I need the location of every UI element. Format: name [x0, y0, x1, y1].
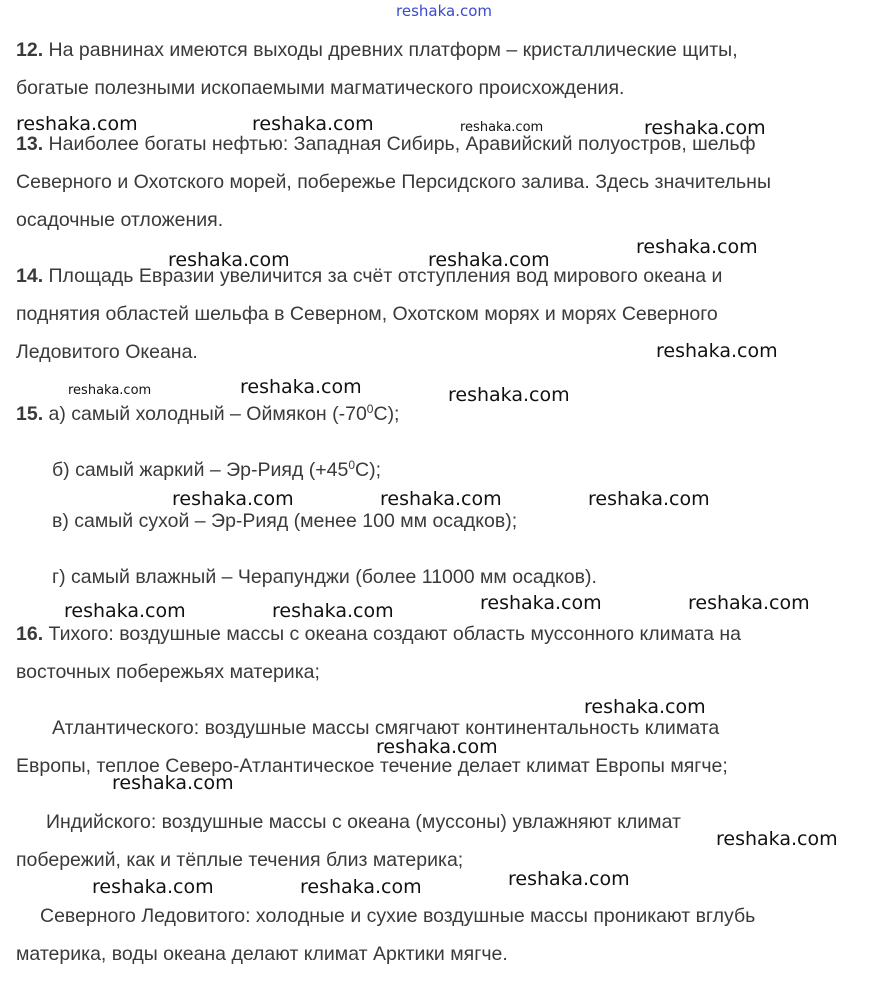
q12-line-2: богатые полезными ископаемыми магматического происхождения.	[16, 77, 625, 99]
watermark: reshaka.com	[508, 868, 630, 890]
watermark: reshaka.com	[300, 876, 422, 898]
q16-line-8: материка, воды океана делают климат Арктики мягче.	[16, 943, 508, 965]
q16-number: 16.	[16, 623, 44, 645]
watermark: reshaka.com	[380, 488, 502, 510]
q15-a-unit: С);	[373, 403, 400, 425]
q15-b-unit: С);	[355, 459, 382, 481]
q15-b-text: б) самый жаркий – Эр-Рияд (+45	[52, 459, 349, 481]
watermark: reshaka.com	[688, 592, 810, 614]
q13-line-2: Северного и Охотского морей, побережье Персидского залива. Здесь значительны	[16, 171, 771, 193]
q15-line-a	[16, 397, 399, 426]
q12-line-1	[16, 38, 738, 62]
q16-line-2: восточных побережьях материка;	[16, 661, 320, 683]
watermark-link[interactable]: reshaka.com	[396, 2, 492, 20]
q16-line-4: Европы, теплое Северо-Атлантическое течение делает климат Европы мягче;	[16, 755, 728, 777]
q13-line-3: осадочные отложения.	[16, 209, 224, 231]
q16-line-5: Индийского: воздушные массы с океана (муссоны) увлажняют климат	[46, 811, 681, 833]
watermark: reshaka.com	[636, 236, 758, 258]
q13-text-1: Наиболее богаты нефтью: Западная Сибирь, Аравийский полуостров, шельф	[48, 133, 756, 155]
q16-line-3: Атлантического: воздушные массы смягчают континентальность климата	[52, 717, 720, 739]
watermark: reshaka.com	[168, 249, 290, 271]
q15-b-degree: 0	[348, 458, 356, 472]
watermark: reshaka.com	[64, 600, 186, 622]
q14-number: 14.	[16, 265, 44, 287]
q12-number: 12.	[16, 39, 44, 61]
q16-line-7: Северного Ледовитого: холодные и сухие воздушные массы проникают вглубь	[40, 905, 756, 927]
q13-number: 13.	[16, 133, 44, 155]
q16-line-1	[16, 622, 741, 646]
q16-text-1: Тихого: воздушные массы с океана создают область муссонного климата на	[48, 623, 741, 645]
q14-line-2: поднятия областей шельфа в Северном, Охотском морях и морях Северного	[16, 303, 718, 325]
watermark: reshaka.com	[644, 117, 766, 139]
q12-text-1: На равнинах имеются выходы древних платформ – кристаллические щиты,	[48, 39, 738, 61]
q14-line-1	[16, 264, 722, 288]
watermark: reshaka.com	[716, 828, 838, 850]
watermark: reshaka.com	[480, 592, 602, 614]
watermark: reshaka.com	[656, 340, 778, 362]
q15-a-text: а) самый холодный – Оймякон (-70	[48, 403, 367, 425]
watermark: reshaka.com	[448, 384, 570, 406]
watermark: reshaka.com	[460, 120, 544, 135]
q15-a-degree: 0	[366, 402, 374, 416]
watermark: reshaka.com	[92, 876, 214, 898]
watermark: reshaka.com	[588, 488, 710, 510]
q15-line-d: г) самый влажный – Черапунджи (более 11000 мм осадков).	[52, 566, 597, 588]
watermark: reshaka.com	[68, 383, 152, 398]
watermark: reshaka.com	[240, 376, 362, 398]
q16-line-6: побережий, как и тёплые течения близ материка;	[16, 849, 464, 871]
watermark: reshaka.com	[112, 772, 234, 794]
q15-line-c: в) самый сухой – Эр-Рияд (менее 100 мм осадков);	[52, 510, 518, 532]
watermark: reshaka.com	[428, 249, 550, 271]
watermark: reshaka.com	[172, 488, 294, 510]
q14-text-1: Площадь Евразии увеличится за счёт отступления вод мирового океана и	[48, 265, 723, 287]
watermark: reshaka.com	[272, 600, 394, 622]
q15-number: 15.	[16, 403, 44, 425]
q14-line-3: Ледовитого Океана.	[16, 341, 198, 363]
watermark: reshaka.com	[252, 113, 374, 135]
watermark: reshaka.com	[584, 696, 706, 718]
q15-line-b	[52, 453, 381, 482]
watermark: reshaka.com	[16, 113, 138, 135]
watermark: reshaka.com	[376, 736, 498, 758]
